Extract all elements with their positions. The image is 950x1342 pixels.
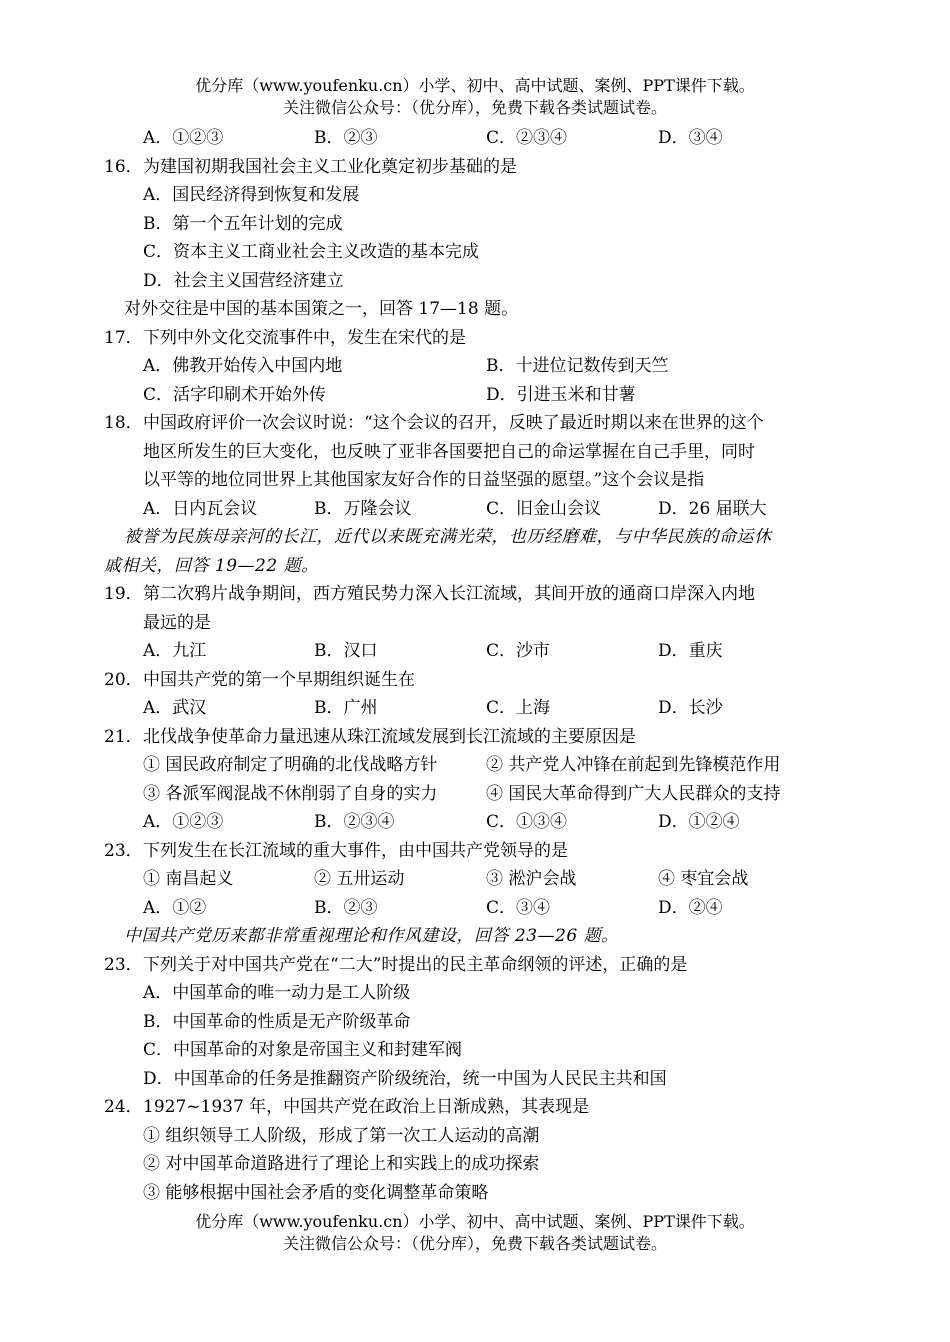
q23-stem: 下列关于对中国共产党在“二大”时提出的民主革命纲领的评述，正确的是 [143,955,688,975]
q18-option-a: A．日内瓦会议 [143,499,258,519]
q23-option-c: C．中国革命的对象是帝国主义和封建军阀 [143,1040,463,1060]
q18-stem-line-1 [0,411,950,435]
q19-option-b: B．汉口 [314,641,378,661]
q22-options [0,896,950,920]
q17-stem-line [0,326,950,350]
q18-number: 18． [104,413,143,433]
q24-stem: 1927~1937 年，中国共产党在政治上日渐成熟，其表现是 [143,1097,590,1117]
q21-item-4: ④ 国民大革命得到广大人民群众的支持 [486,784,781,804]
q21-stem-line [0,725,950,749]
q21-item-2: ② 共产党人冲锋在前起到先锋模范作用 [486,755,781,775]
q17-option-b: B．十进位记数传到天竺 [486,356,669,376]
q18-option-c: C．旧金山会议 [486,499,602,519]
q22-option-b: B．②③ [314,898,378,918]
q24-stem-line [0,1095,950,1119]
header-line-2: 关注微信公众号：（优分库），免费下载各类试题试卷。 [282,98,667,117]
q22-item-4: ④ 枣宜会战 [658,869,749,889]
q24-item-1: ① 组织领导工人阶级，形成了第一次工人运动的高潮 [143,1126,540,1146]
q24-item-2: ② 对中国革命道路进行了理论上和实践上的成功探索 [143,1154,540,1174]
q23-option-a: A．中国革命的唯一动力是工人阶级 [143,983,411,1003]
q19-options [0,639,950,663]
q18-stem-1: 中国政府评价一次会议时说：“这个会议的召开，反映了最近时期以来在世界的这个 [143,413,764,433]
q22-number: 23． [104,841,143,861]
q18-stem-3: 以平等的地位同世界上其他国家友好合作的日益坚强的愿望。”这个会议是指 [143,470,705,490]
q21-option-a: A．①②③ [143,812,224,832]
intro-17-18: 对外交往是中国的基本国策之一，回答 17—18 题。 [124,299,519,319]
q18-option-b: B．万隆会议 [314,499,412,519]
q22-item-2: ② 五卅运动 [314,869,405,889]
q23-option-b: B．中国革命的性质是无产阶级革命 [143,1012,411,1032]
q15-option-c: C．②③④ [486,128,568,148]
q22-option-c: C．③④ [486,898,551,918]
q23-number: 23． [104,955,143,975]
intro-19-22-line-1: 被誉为民族母亲河的长江，近代以来既充满光荣，也历经磨难，与中华民族的命运休 [124,527,772,547]
q20-option-a: A．武汉 [143,698,207,718]
q16-option-d: D．社会主义国营经济建立 [143,271,344,291]
q19-option-c: C．沙市 [486,641,551,661]
q16-stem: 为建国初期我国社会主义工业化奠定初步基础的是 [143,157,517,177]
q19-option-d: D．重庆 [658,641,723,661]
q22-item-3: ③ 淞沪会战 [486,869,577,889]
q21-item-3: ③ 各派军阀混战不休削弱了自身的实力 [143,784,438,804]
q20-options [0,696,950,720]
q16-option-a: A．国民经济得到恢复和发展 [143,185,360,205]
q18-stem-2: 地区所发生的巨大变化，也反映了亚非各国要把自己的命运掌握在自己手里，同时 [143,442,755,462]
q16-option-b: B．第一个五年计划的完成 [143,214,343,234]
q16-number: 16． [104,157,143,177]
q21-option-d: D．①②④ [658,812,740,832]
q15-option-a: A．①②③ [143,128,224,148]
q21-option-b: B．②③④ [314,812,395,832]
q20-option-c: C．上海 [486,698,551,718]
q17-number: 17． [104,328,143,348]
q22-stem: 下列发生在长江流域的重大事件，由中国共产党领导的是 [143,841,568,861]
q20-option-d: D．长沙 [658,698,723,718]
q15-option-d: D．③④ [658,128,723,148]
q15-options [0,126,950,150]
q22-option-a: A．①② [143,898,207,918]
q23-stem-line [0,953,950,977]
q17-option-d: D．引进玉米和甘薯 [486,385,636,405]
q17-options-row-2 [0,383,950,407]
q20-stem-line [0,668,950,692]
footer-line-2: 关注微信公众号：（优分库），免费下载各类试题试卷。 [282,1234,667,1253]
intro-19-22-line-2: 戚相关，回答 19—22 题。 [104,556,319,576]
q24-item-3: ③ 能够根据中国社会矛盾的变化调整革命策略 [143,1183,489,1203]
q20-number: 20． [104,670,143,690]
q22-items [0,867,950,891]
q24-number: 24． [104,1097,143,1117]
q19-number: 19． [104,584,143,604]
q21-items-row-2 [0,782,950,806]
q16-stem-line [0,155,950,179]
q21-option-c: C．①③④ [486,812,568,832]
q19-stem-line-1 [0,582,950,606]
q17-option-a: A．佛教开始传入中国内地 [143,356,343,376]
q18-options [0,497,950,521]
q18-option-d: D．26 届联大 [658,499,767,519]
q17-stem: 下列中外文化交流事件中，发生在宋代的是 [143,328,466,348]
intro-23-26: 中国共产党历来都非常重视理论和作风建设，回答 23—26 题。 [124,926,619,946]
q17-option-c: C．活字印刷术开始外传 [143,385,327,405]
q19-option-a: A．九江 [143,641,207,661]
footer-line-1: 优分库（www.youfenku.cn）小学、初中、高中试题、案例、PPT课件下载。 [195,1212,755,1231]
q21-item-1: ① 国民政府制定了明确的北伐战略方针 [143,755,438,775]
q16-option-c: C．资本主义工商业社会主义改造的基本完成 [143,242,480,262]
q22-stem-line [0,839,950,863]
q20-stem: 中国共产党的第一个早期组织诞生在 [143,670,415,690]
q19-stem-1: 第二次鸦片战争期间，西方殖民势力深入长江流域，其间开放的通商口岸深入内地 [143,584,755,604]
q23-option-d: D．中国革命的任务是推翻资产阶级统治，统一中国为人民民主共和国 [143,1069,667,1089]
q21-items-row-1 [0,753,950,777]
q21-number: 21． [104,727,143,747]
q20-option-b: B．广州 [314,698,378,718]
q17-options-row-1 [0,354,950,378]
q22-item-1: ① 南昌起义 [143,869,234,889]
q21-options [0,810,950,834]
q21-stem: 北伐战争使革命力量迅速从珠江流域发展到长江流域的主要原因是 [143,727,636,747]
header-line-1: 优分库（www.youfenku.cn）小学、初中、高中试题、案例、PPT课件下载。 [195,76,755,95]
q15-option-b: B．②③ [314,128,378,148]
q22-option-d: D．②④ [658,898,723,918]
q19-stem-2: 最远的是 [143,613,211,633]
